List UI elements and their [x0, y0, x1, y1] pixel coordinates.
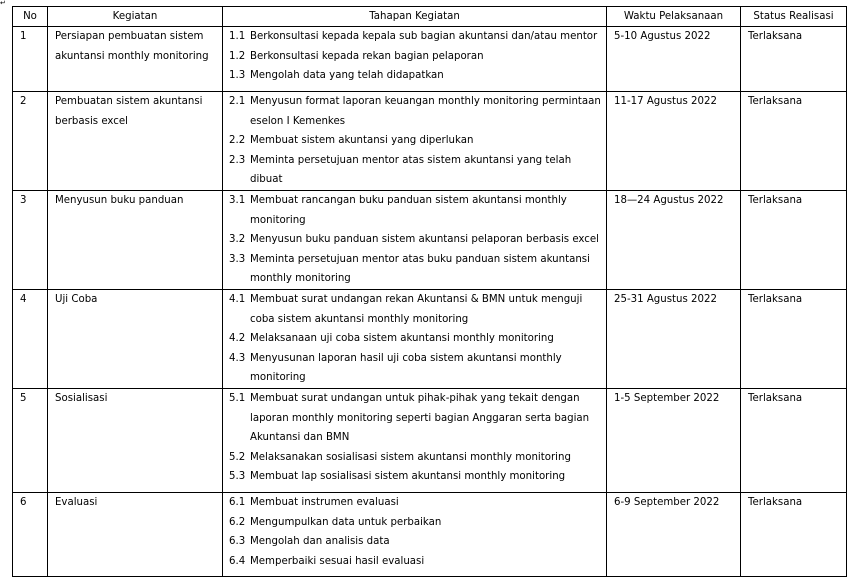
- header-waktu: Waktu Pelaksanaan: [607, 7, 741, 27]
- step-item: 6.3 Mengolah dan analisis data: [229, 536, 390, 548]
- cell-no: 5: [13, 388, 48, 492]
- table-row: [13, 289, 847, 388]
- step-item: 2.2 Membuat sistem akuntansi yang diperlukan: [229, 135, 474, 147]
- cell-status: Terlaksana: [741, 492, 847, 576]
- step-item: 2.1 Menyusun format laporan keuangan monthly monitoring permintaan eselon I Kemenkes: [229, 96, 601, 127]
- step-item: 5.3 Membuat lap sosialisasi sistem akuntansi monthly monitoring: [229, 471, 566, 483]
- cell-waktu: 25-31 Agustus 2022: [607, 289, 741, 388]
- cell-waktu: 5-10 Agustus 2022: [607, 27, 741, 92]
- table-row: [13, 27, 847, 92]
- header-tahapan: Tahapan Kegiatan: [223, 7, 607, 27]
- header-status: Status Realisasi: [741, 7, 847, 27]
- header-kegiatan: Kegiatan: [48, 7, 223, 27]
- step-item: 6.4 Memperbaiki sesuai hasil evaluasi: [229, 555, 425, 567]
- step-item: 5.2 Melaksanakan sosialisasi sistem akuntansi monthly monitoring: [229, 451, 571, 463]
- cell-status: Terlaksana: [741, 289, 847, 388]
- cell-status: Terlaksana: [741, 190, 847, 289]
- step-item: 1.1 Berkonsultasi kepada kepala sub bagian akuntansi dan/atau mentor: [229, 31, 598, 42]
- step-item: 2.3 Meminta persetujuan mentor atas sistem akuntansi yang telah dibuat: [229, 154, 572, 186]
- cell-no: 3: [13, 190, 48, 289]
- cell-kegiatan: Persiapan pembuatan sistem akuntansi monthly monitoring: [48, 27, 223, 92]
- table-row: [13, 492, 847, 576]
- cell-waktu: 1-5 September 2022: [607, 388, 741, 492]
- cell-waktu: 6-9 September 2022: [607, 492, 741, 576]
- cell-kegiatan: Menyusun buku panduan: [48, 190, 223, 289]
- header-no: No: [13, 7, 48, 27]
- cell-tahapan: [223, 190, 607, 289]
- cell-status: Terlaksana: [741, 27, 847, 92]
- step-item: 3.1 Membuat rancangan buku panduan sistem akuntansi monthly monitoring: [229, 194, 567, 226]
- cell-tahapan: [223, 92, 607, 191]
- cell-no: 2: [13, 92, 48, 191]
- step-item: 1.3 Mengolah data yang telah didapatkan: [229, 70, 444, 82]
- cell-tahapan: [223, 492, 607, 576]
- table-row: [13, 190, 847, 289]
- step-item: 6.2 Mengumpulkan data untuk perbaikan: [229, 516, 442, 528]
- table-header-row: [13, 7, 847, 27]
- activity-table: [12, 6, 847, 577]
- table-row: [13, 92, 847, 191]
- cell-kegiatan: Pembuatan sistem akuntansi berbasis excel: [48, 92, 223, 191]
- cell-tahapan: [223, 27, 607, 92]
- step-item: 4.2 Melaksanaan uji coba sistem akuntansi monthly monitoring: [229, 333, 554, 345]
- step-item: 6.1 Membuat instrumen evaluasi: [229, 496, 399, 508]
- cell-status: Terlaksana: [741, 92, 847, 191]
- table-row: [13, 388, 847, 492]
- step-item: 4.1 Membuat surat undangan rekan Akuntansi & BMN untuk menguji coba sistem akuntansi monthly monitoring: [229, 293, 583, 325]
- step-item: 4.3 Menyusunan laporan hasil uji coba sistem akuntansi monthly monitoring: [229, 352, 562, 384]
- cell-tahapan: [223, 289, 607, 388]
- cell-status: Terlaksana: [741, 388, 847, 492]
- step-item: 1.2 Berkonsultasi kepada rekan bagian pelaporan: [229, 50, 484, 62]
- cell-kegiatan: Uji Coba: [48, 289, 223, 388]
- cell-no: 6: [13, 492, 48, 576]
- paragraph-mark-icon: ↵: [0, 0, 6, 7]
- cell-no: 1: [13, 27, 48, 92]
- cell-waktu: 11-17 Agustus 2022: [607, 92, 741, 191]
- cell-no: 4: [13, 289, 48, 388]
- step-item: 5.1 Membuat surat undangan untuk pihak-pihak yang tekait dengan laporan monthly monitoring seperti bagian Anggaran serta bagian Akuntansi dan BMN: [229, 392, 590, 444]
- cell-kegiatan: Evaluasi: [48, 492, 223, 576]
- cell-tahapan: [223, 388, 607, 492]
- step-item: 3.3 Meminta persetujuan mentor atas buku panduan sistem akuntansi monthly monitoring: [229, 253, 590, 285]
- step-item: 3.2 Menyusun buku panduan sistem akuntansi pelaporan berbasis excel: [229, 234, 599, 246]
- cell-kegiatan: Sosialisasi: [48, 388, 223, 492]
- cell-waktu: 18—24 Agustus 2022: [607, 190, 741, 289]
